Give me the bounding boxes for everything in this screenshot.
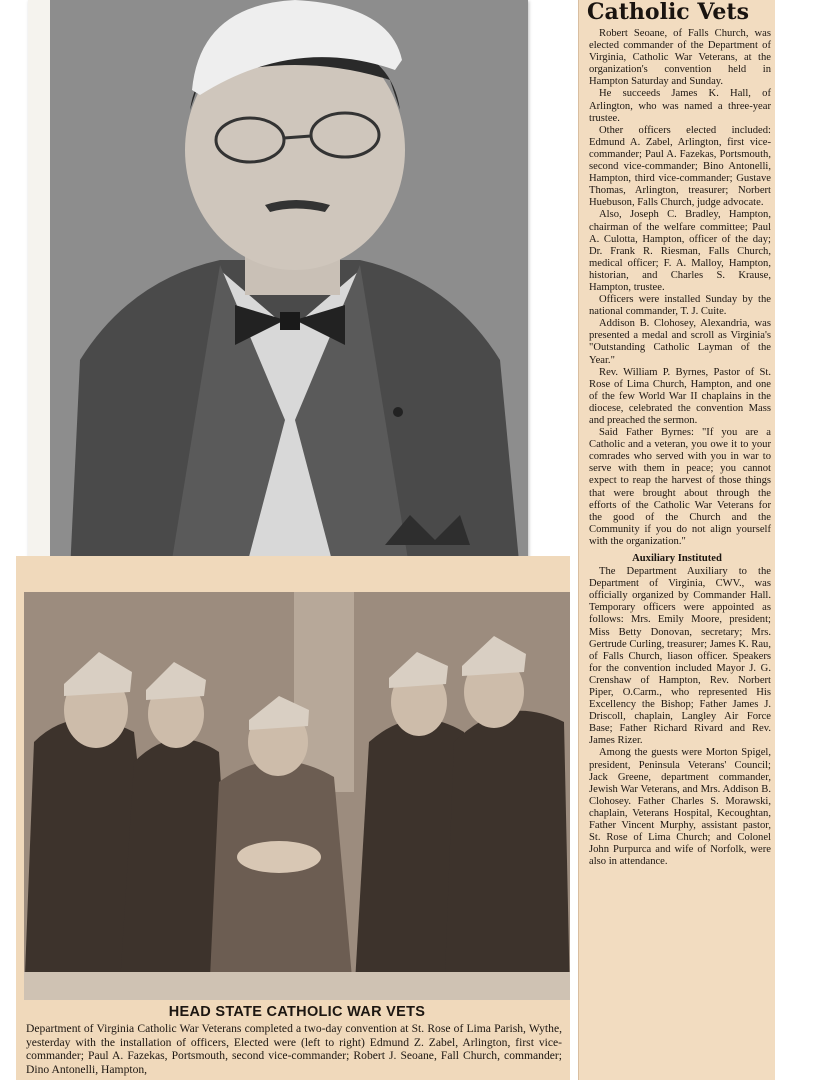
article-paragraph: Said Father Byrnes: "If you are a Catholic and a veteran, you owe it to your comrades who served with you in war to serve with them in peace; you cannot expect to reap the harvest of those things that were brought about through the efforts of the Catholic War Veterans for the good of the Church and the Community if you do not align yourself with the organization." — [589, 427, 771, 547]
group-photo-image — [24, 592, 570, 1000]
group-illustration — [24, 592, 570, 1000]
article-paragraph: Also, Joseph C. Bradley, Hampton, chairman of the welfare committee; Paul A. Culotta, Hampton, officer of the day; Dr. Frank R. Riesman, Falls Church, medical officer; F. A. Malloy, Hampton, historian, and Charles S. Krause, Hampton, trustee. — [589, 209, 771, 293]
caption-title: HEAD STATE CATHOLIC WAR VETS — [168, 1004, 426, 1020]
portrait-photo-print — [28, 0, 528, 598]
caption-text: Department of Virginia Catholic War Veterans completed a two-day convention at St. Rose of Lima Parish, Wythe, yesterday with the installation of officers, Elected were (left to right) Edmund Z. Zabel, Arlington, first vice-commander; Paul A. Fazekas, Portsmouth, second vice-commander; Robert J. Seoane, Fall Church, commander; Dino Antonelli, Hampton, — [26, 1022, 562, 1076]
news-clipping-column — [578, 0, 775, 1080]
article-paragraph: He succeeds James K. Hall, of Arlington, who was named a three-year trustee. — [589, 88, 771, 124]
article-subhead: Auxiliary Instituted — [632, 553, 722, 565]
portrait-photo-image — [50, 0, 528, 572]
article-headline: Catholic Vets — [587, 0, 749, 25]
article-paragraph: The Department Auxiliary to the Department of Virginia, CWV., was officially organized by Commander Hall. Temporary officers were appointed as follows: Mrs. Emily Moore, president; Miss Betty Donovan, secretary; Mrs. Gertrude Curling, treasurer; James K. Rau, of Falls Church, liason officer. Speakers for the convention included Mayor J. G. Crenshaw of Hampton, Rev. Norbert Piper, O.Carm., who represented His Excellency the Bishop; Father James J. Driscoll, chaplain, Langley Air Force Base; Father Richard Rivard and Rev. James Rizer. — [589, 566, 771, 747]
portrait-illustration — [50, 0, 528, 572]
article-paragraph: Rev. William P. Byrnes, Pastor of St. Rose of Lima Church, Hampton, and one of the few World War II chaplains in the diocese, celebrated the convention Mass and preached the sermon. — [589, 366, 771, 426]
group-photo-clipping — [16, 556, 570, 1080]
article-paragraph: Other officers elected included: Edmund A. Zabel, Arlington, first vice-commander; Paul A. Fazekas, Portsmouth, second vice-commander; Bino Antonelli, Hampton, third vice-commander; Gustave Thomas, Arlington, treasurer; Norbert Huebuson, Falls Church, judge advocate. — [589, 124, 771, 209]
article-paragraph: Robert Seoane, of Falls Church, was elected commander of the Department of Virginia, Catholic War Veterans, at the organization's convention held in Hampton Saturday and Sunday. — [589, 28, 771, 88]
article-paragraph: Officers were installed Sunday by the national commander, T. J. Cuite. — [589, 294, 771, 318]
article-paragraph: Among the guests were Morton Spigel, president, Peninsula Veterans' Council; Jack Greene, department commander, Jewish War Veterans, and Mrs. Addison B. Clohosey. Father Charles S. Morawski, chaplain, Veterans Hospital, Kecoughtan, Father Vincent Murphy, assistant pastor, St. Rose of Lima Church; and Colonel John Purpurca and wife of Norfolk, were also in attendance. — [589, 747, 771, 868]
article-paragraph: Addison B. Clohosey, Alexandria, was presented a medal and scroll as Virginia's "Outstanding Catholic Layman of the Year." — [589, 318, 771, 366]
